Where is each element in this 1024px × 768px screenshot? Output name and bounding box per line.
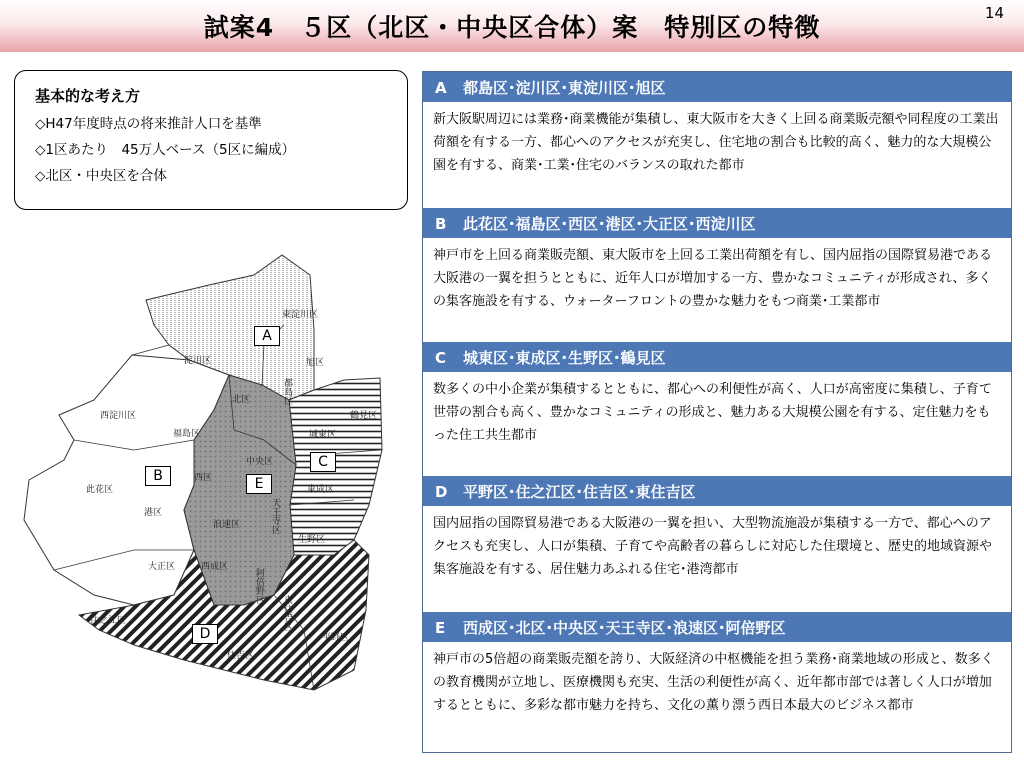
district-b-header xyxy=(423,208,1011,238)
ward-label-hirano: 平野区 xyxy=(322,633,350,643)
ward-label-konohana: 此花区 xyxy=(86,485,114,495)
ward-label-joto: 城東区 xyxy=(309,430,337,440)
page-title: 試案4 ５区（北区・中央区合体）案 特別区の特徴 xyxy=(203,13,821,42)
ward-label-abeno: 阿倍野区 xyxy=(254,568,264,604)
ward-label-higashiyodogawa: 東淀川区 xyxy=(282,310,319,320)
map-group-label-b: B xyxy=(145,466,171,486)
policy-item: ◇北区・中央区を合体 xyxy=(35,168,167,184)
ward-label-nishi: 西区 xyxy=(194,473,213,483)
district-a-header xyxy=(423,72,1011,102)
ward-label-nishinari: 西成区 xyxy=(201,562,229,572)
district-letter: E xyxy=(435,619,446,637)
ward-label-asahi: 旭区 xyxy=(306,358,325,368)
district-letter: A xyxy=(435,79,447,97)
district-d-header xyxy=(423,476,1011,506)
ward-label-naniwa: 浪速区 xyxy=(213,520,241,530)
ward-label-tennoji: 天王寺区 xyxy=(270,498,280,534)
district-letter: C xyxy=(435,349,447,367)
district-name: 西成区･北区･中央区･天王寺区･浪速区･阿倍野区 xyxy=(463,619,786,637)
district-e-header xyxy=(423,612,1011,642)
ward-map-svg xyxy=(14,250,424,720)
district-b-description: 神戸市を上回る商業販売額、東大阪市を上回る工業出荷額を有し、国内屈指の国際貿易港である大阪港の一翼を担うとともに、近年人口が増加する一方、豊かなコミュニティが形成され、多くの集客施設を有する、ウォーターフロントの豊かな魅力をもつ商業･工業都市 xyxy=(423,238,1011,342)
district-c-header xyxy=(423,342,1011,372)
district-table xyxy=(422,71,1012,753)
policy-item: ◇1区あたり 45万人ベース（5区に編成） xyxy=(35,142,296,158)
ward-label-higashisumiyoshi: 東住吉区 xyxy=(282,595,292,631)
ward-label-fukushima: 福島区 xyxy=(173,429,201,439)
ward-label-yodogawa: 淀川区 xyxy=(184,356,212,366)
ward-label-miyakojima: 都島区 xyxy=(282,378,292,405)
district-e-description: 神戸市の5倍超の商業販売額を誇り、大阪経済の中枢機能を担う業務･商業地域の形成と、数多くの教育機関が立地し、医療機関も充実、生活の利便性が高く、近年都市部では著しく人口が増加するとともに、多彩な都市魅力を持ち、文化の薫り漂う西日本最大のビジネス都市 xyxy=(423,642,1011,752)
district-d-description: 国内屈指の国際貿易港である大阪港の一翼を担い、大型物流施設が集積する一方で、都心へのアクセスも充実し、人口が集積、子育てや高齢者の暮らしに対応した住環境と、歴史的地域資源や集客施設を有する、居住魅力あふれる住宅･港湾都市 xyxy=(423,506,1011,612)
district-a-description: 新大阪駅周辺には業務･商業機能が集積し、東大阪市を大きく上回る商業販売額や同程度の工業出荷額を有する一方、都心へのアクセスが充実し、住宅地の割合も比較的高く、魅力的な大規模公園を有する、商業･工業･住宅のバランスの取れた都市 xyxy=(423,102,1011,208)
ward-map xyxy=(14,250,424,720)
district-letter: D xyxy=(435,483,448,501)
ward-label-nishiyodogawa: 西淀川区 xyxy=(100,411,137,421)
ward-label-kita: 北区 xyxy=(232,395,251,405)
ward-label-sumiyoshi: 住吉区 xyxy=(227,651,255,661)
policy-heading: 基本的な考え方 xyxy=(35,87,141,105)
district-name: 平野区･住之江区･住吉区･東住吉区 xyxy=(463,483,696,501)
district-name: 城東区･東成区･生野区･鶴見区 xyxy=(463,349,666,367)
map-group-label-d: D xyxy=(192,624,218,644)
policy-box xyxy=(14,70,408,210)
map-group-label-e: E xyxy=(246,474,272,494)
policy-item: ◇H47年度時点の将来推計人口を基準 xyxy=(35,116,262,132)
ward-label-ikuno: 生野区 xyxy=(298,535,326,545)
ward-label-taisho: 大正区 xyxy=(148,562,176,572)
ward-label-minato: 港区 xyxy=(144,508,163,518)
district-letter: B xyxy=(435,215,447,233)
ward-label-tsurumi: 鶴見区 xyxy=(350,411,378,421)
district-c-description: 数多くの中小企業が集積するとともに、都心への利便性が高く、人口が高密度に集積し、子育て世帯の割合も高く、豊かなコミュニティの形成と、魅力ある大規模公園を有する、定住魅力をもった住工共生都市 xyxy=(423,372,1011,476)
map-group-label-a: A xyxy=(254,326,280,346)
district-name: 都島区･淀川区･東淀川区･旭区 xyxy=(463,79,666,97)
ward-label-suminoe: 住之江区 xyxy=(90,616,127,626)
ward-label-higashinari: 東成区 xyxy=(307,485,335,495)
district-name: 此花区･福島区･西区･港区･大正区･西淀川区 xyxy=(463,215,756,233)
map-group-label-c: C xyxy=(310,452,336,472)
ward-label-chuo: 中央区 xyxy=(246,457,274,467)
page-number: 14 xyxy=(984,4,1004,22)
